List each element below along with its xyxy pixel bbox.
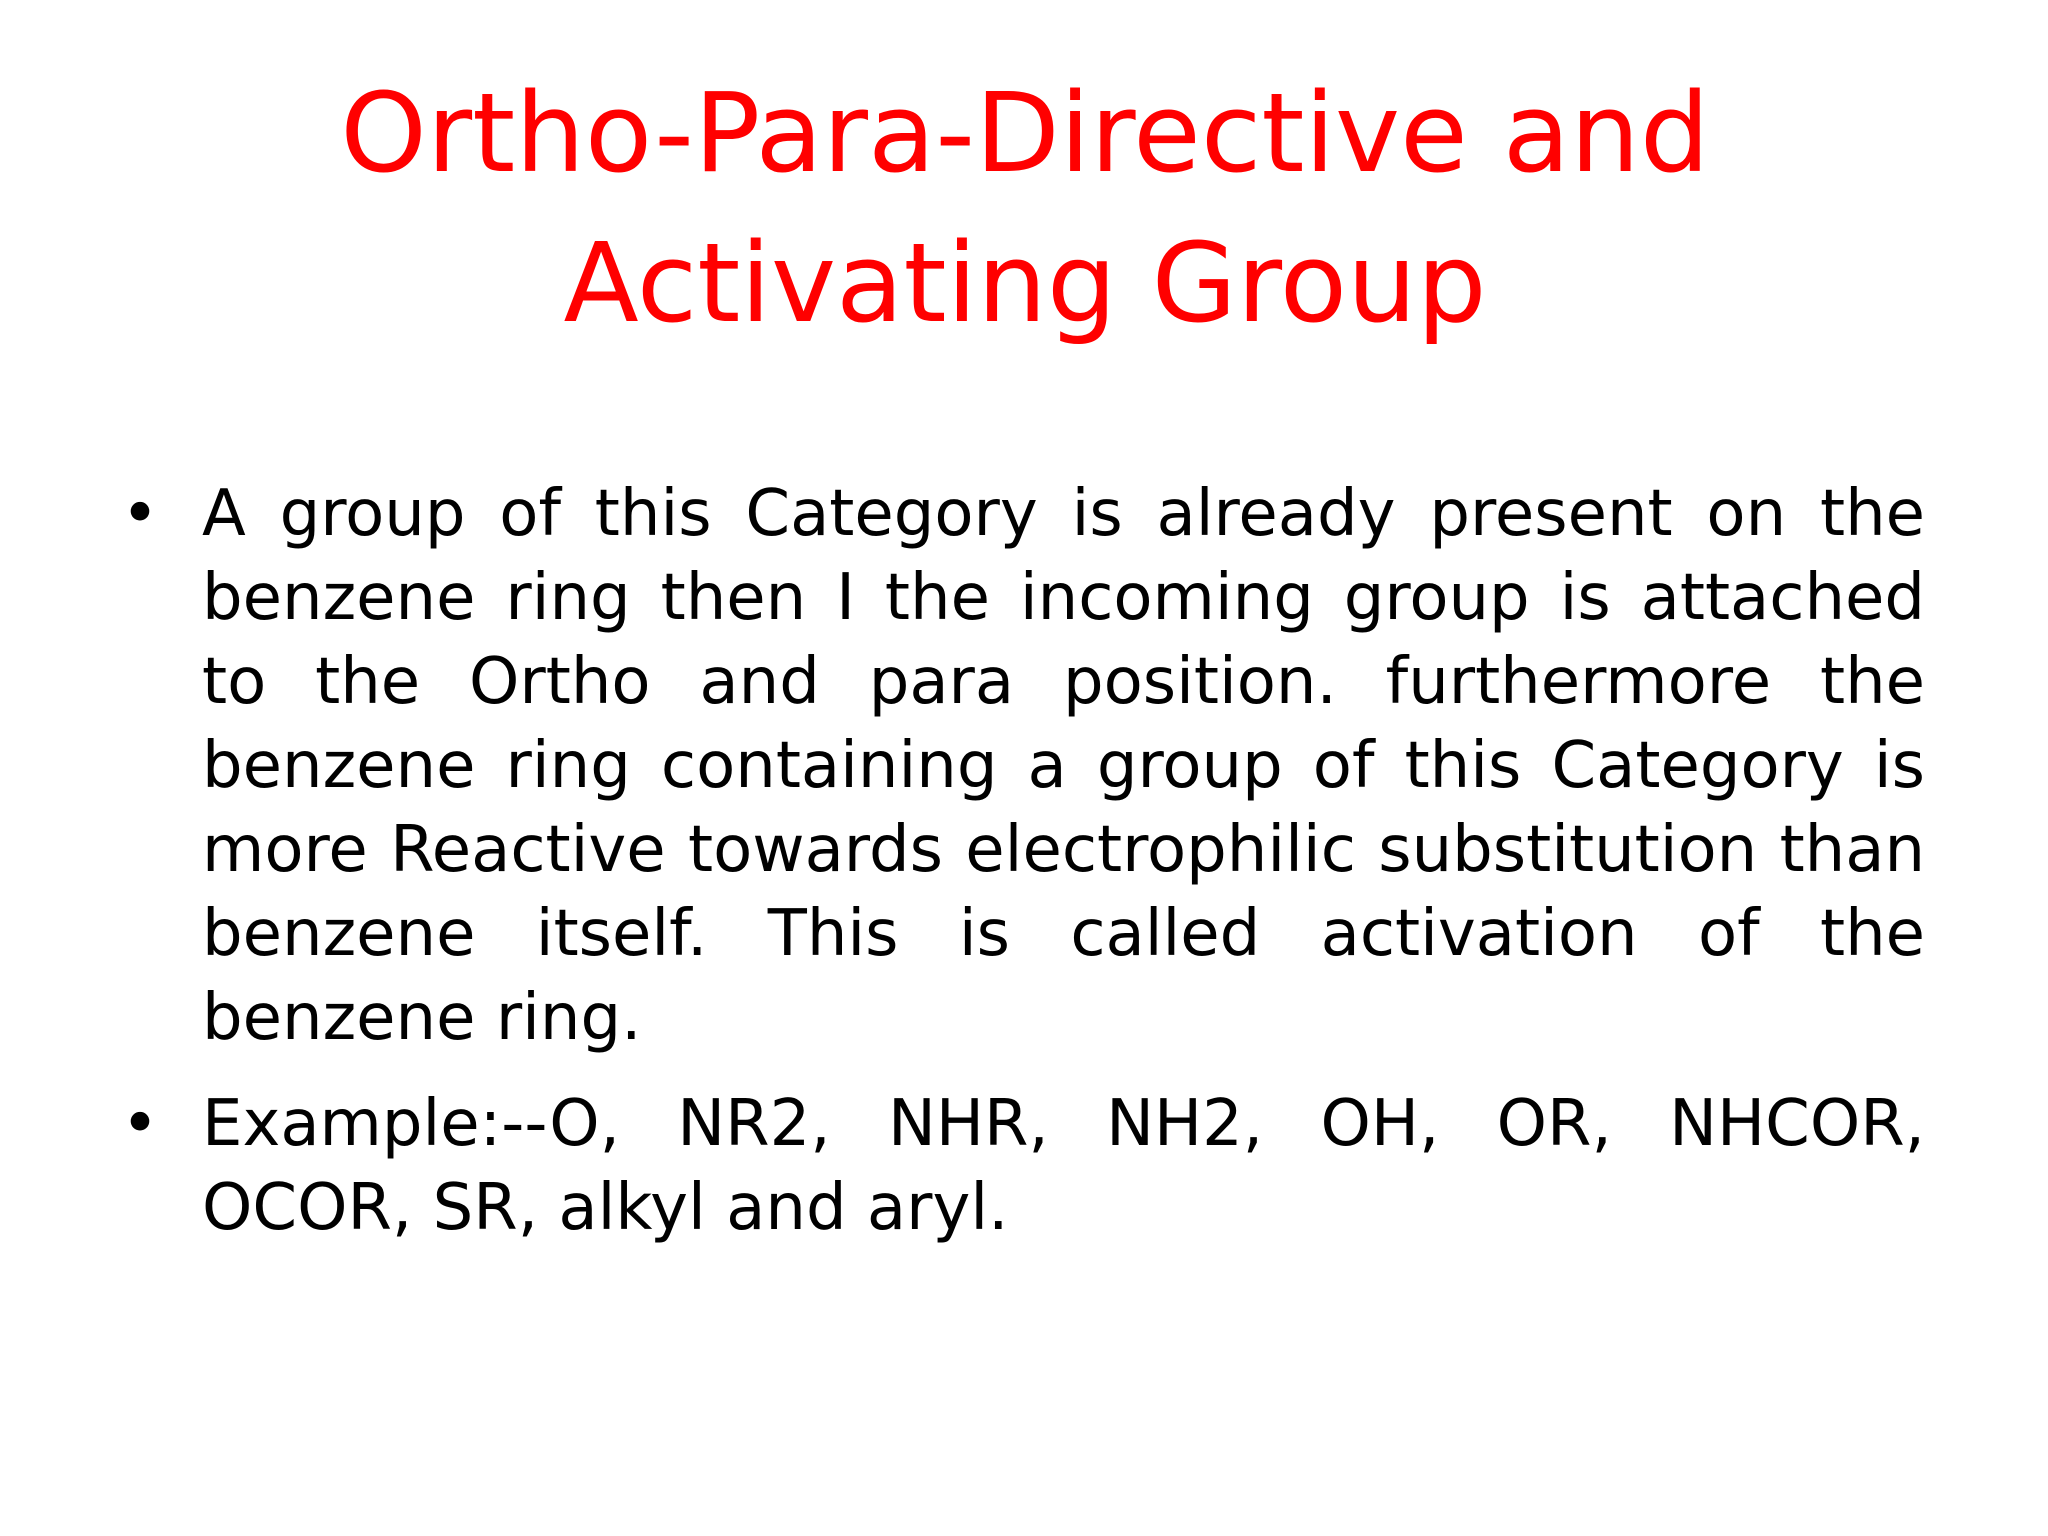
bullet-icon: • xyxy=(121,477,159,551)
bullet-item xyxy=(120,472,1925,1060)
title-line-2: Activating Group xyxy=(563,219,1487,347)
bullet-text: A group of this Category is already present on the benzene ring then I the incoming group is attached to the Ortho and para position. furthermore the benzene ring containing a group of this Category is more Reactive towards electrophilic substitution than benzene itself. This is called activation of the benzene ring. xyxy=(202,477,1925,1055)
bullet-icon: • xyxy=(121,1087,159,1161)
title-line-1: Ortho-Para-Directive and xyxy=(340,69,1710,197)
bullet-text: Example:--O, NR2, NHR, NH2, OH, OR, NHCOR, OCOR, SR, alkyl and aryl. xyxy=(202,1087,1925,1245)
bullet-item xyxy=(120,1082,1925,1250)
bullet-list xyxy=(120,472,1925,1272)
slide-title xyxy=(250,58,1800,358)
